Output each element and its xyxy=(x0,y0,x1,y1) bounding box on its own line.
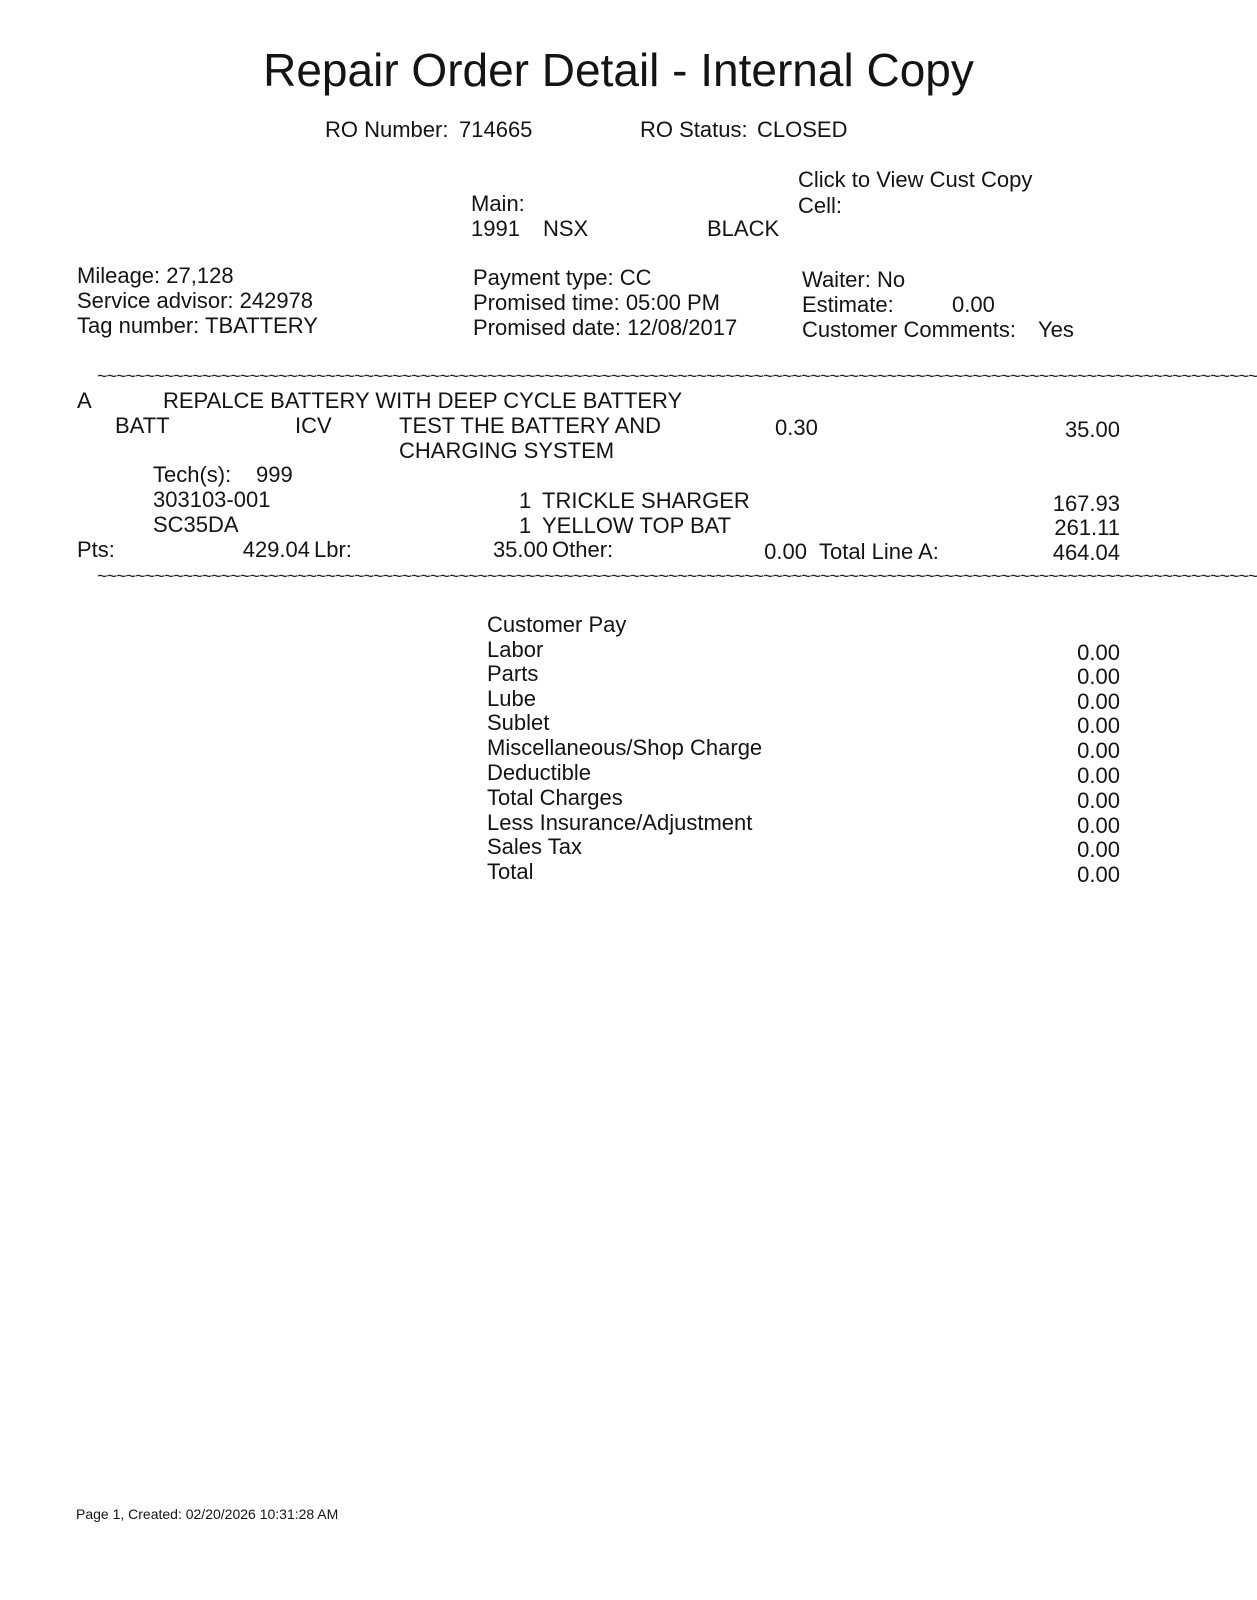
cell-phone-label: Cell: xyxy=(798,193,843,218)
line-total-value: 464.04 xyxy=(1052,540,1120,565)
summary-label: Less Insurance/Adjustment xyxy=(487,810,753,835)
promised-time: Promised time: 05:00 PM xyxy=(473,290,720,315)
labor-hours: 0.30 xyxy=(775,415,818,440)
part-qty: 1 xyxy=(519,488,532,513)
part-amount: 261.11 xyxy=(1054,515,1120,540)
part-description: YELLOW TOP BAT xyxy=(542,513,732,538)
part-description: TRICKLE SHARGER xyxy=(542,488,750,513)
summary-label: Parts xyxy=(487,661,539,686)
waiter: Waiter: No xyxy=(802,267,906,292)
summary-label: Lube xyxy=(487,686,536,711)
op-code: BATT xyxy=(115,413,170,438)
tech-label: Tech(s): xyxy=(153,462,232,487)
customer-comments-label: Customer Comments: xyxy=(802,317,1016,342)
summary-label: Labor xyxy=(487,637,544,662)
summary-value: 0.00 xyxy=(1077,713,1120,738)
page-title: Repair Order Detail - Internal Copy xyxy=(263,44,974,96)
vehicle-color: BLACK xyxy=(707,216,780,241)
labor-total-value: 35.00 xyxy=(492,537,548,562)
tech-number: 999 xyxy=(256,462,293,487)
parts-total-label: Pts: xyxy=(77,537,115,562)
view-cust-copy-link[interactable]: Click to View Cust Copy xyxy=(798,167,1033,192)
summary-value: 0.00 xyxy=(1077,788,1120,813)
op-description: TEST THE BATTERY AND xyxy=(399,413,662,438)
ro-status-label: RO Status: xyxy=(640,117,748,142)
ro-status: CLOSED xyxy=(757,117,848,142)
vehicle-year: 1991 xyxy=(471,216,520,241)
part-number: SC35DA xyxy=(153,512,239,537)
parts-total-value: 429.04 xyxy=(242,537,310,562)
vehicle-model: NSX xyxy=(543,216,589,241)
ro-number-label: RO Number: xyxy=(325,117,449,142)
summary-value: 0.00 xyxy=(1077,763,1120,788)
separator-line: ~~~~~~~~~~~~~~~~~~~~~~~~~~~~~~~~~~~~~~~~~~~~~~~~~~~~~~~~~~~~~~~~~~~~~~~~~~~~~~~~~~~~~~~~~~~~~~~~~~~~~~~~~~~~~~~~~~~~~~~~~~ xyxy=(97,566,1257,586)
summary-label: Deductible xyxy=(487,760,591,785)
payment-type: Payment type: CC xyxy=(473,265,652,290)
promised-date: Promised date: 12/08/2017 xyxy=(473,315,738,340)
summary-value: 0.00 xyxy=(1077,837,1120,862)
other-total-label: Other: xyxy=(552,537,614,562)
customer-comments-value: Yes xyxy=(1038,317,1074,342)
op-type: ICV xyxy=(295,413,332,438)
line-total-label: Total Line A: xyxy=(819,539,939,564)
main-phone-label: Main: xyxy=(471,191,525,216)
tag-number: Tag number: TBATTERY xyxy=(77,313,318,338)
part-qty: 1 xyxy=(519,513,532,538)
summary-label: Sales Tax xyxy=(487,834,582,859)
service-advisor: Service advisor: 242978 xyxy=(77,288,314,313)
labor-amount: 35.00 xyxy=(1064,417,1120,442)
summary-value: 0.00 xyxy=(1077,813,1120,838)
estimate-value: 0.00 xyxy=(952,292,995,317)
separator-line: ~~~~~~~~~~~~~~~~~~~~~~~~~~~~~~~~~~~~~~~~~~~~~~~~~~~~~~~~~~~~~~~~~~~~~~~~~~~~~~~~~~~~~~~~~~~~~~~~~~~~~~~~~~~~~~~~~~~~~~~~~~ xyxy=(97,366,1257,386)
summary-label: Sublet xyxy=(487,710,550,735)
summary-value: 0.00 xyxy=(1077,689,1120,714)
summary-label: Miscellaneous/Shop Charge xyxy=(487,735,763,760)
op-description-cont: CHARGING SYSTEM xyxy=(399,438,615,463)
part-number: 303103-001 xyxy=(153,487,271,512)
summary-value: 0.00 xyxy=(1077,738,1120,763)
ro-number: 714665 xyxy=(459,117,533,142)
summary-value: 0.00 xyxy=(1077,640,1120,665)
summary-label: Total xyxy=(487,859,534,884)
part-amount: 167.93 xyxy=(1052,491,1120,516)
summary-value: 0.00 xyxy=(1077,862,1120,887)
summary-label: Total Charges xyxy=(487,785,623,810)
labor-total-label: Lbr: xyxy=(314,537,352,562)
estimate-label: Estimate: xyxy=(802,292,894,317)
summary-value: 0.00 xyxy=(1077,664,1120,689)
line-letter: A xyxy=(77,388,92,413)
summary-heading: Customer Pay xyxy=(487,612,627,637)
page-footer: Page 1, Created: 02/20/2026 10:31:28 AM xyxy=(76,1506,339,1522)
line-description: REPALCE BATTERY WITH DEEP CYCLE BATTERY xyxy=(163,388,683,413)
other-total-value: 0.00 xyxy=(764,539,807,564)
mileage: Mileage: 27,128 xyxy=(77,263,234,288)
